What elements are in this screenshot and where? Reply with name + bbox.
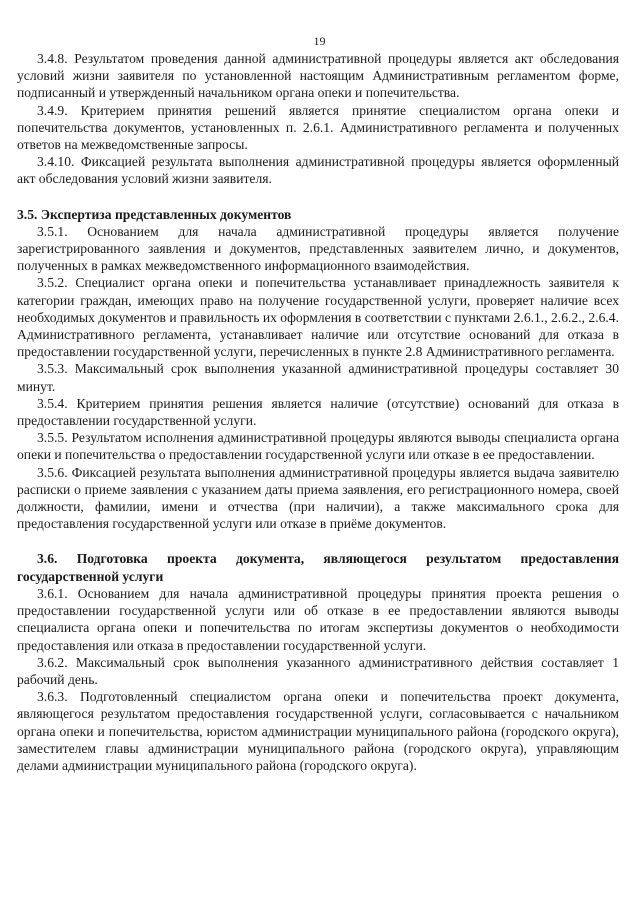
paragraph-3-4-10: 3.4.10. Фиксацией результата выполнения административной процедуры является оформленный акт обследования условий жизни заявителя. bbox=[17, 154, 619, 187]
section-gap bbox=[17, 532, 619, 550]
paragraph-3-5-4: 3.5.4. Критерием принятия решения является наличие (отсутствие) оснований для отказа в предоставлении государственной услуги. bbox=[17, 395, 619, 429]
paragraph-3-4-8: 3.4.8. Результатом проведения данной административной процедуры является акт обследования условий жизни заявителя по установленной настоящим Административным регламентом форме, подписанный и утвержденный начальником органа опеки и попечительства. bbox=[17, 51, 619, 101]
section-heading-3-6: 3.6. Подготовка проекта документа, являющегося результатом предоставления государственной услуги bbox=[17, 551, 619, 584]
paragraph-3-5-5: 3.5.5. Результатом исполнения административной процедуры являются выводы специалиста органа опеки и попечительства о предоставлении государственной услуги или отказе в ее предоставлении. bbox=[17, 430, 619, 463]
paragraph-3-5-2: 3.5.2. Специалист органа опеки и попечительства устанавливает принадлежность заявителя к категории граждан, имеющих право на получение государственной услуги, проверяет наличие всех необходимых документов и правильность их оформления в соответствии с пунктами 2.6.1., 2.6.2., 2.6.4. Административного регламента, устанавливает наличие или отсутствие оснований для отказа в предоставлении государственной услуги, перечисленных в пункте 2.8 Административного регламента. bbox=[17, 275, 619, 360]
paragraph-3-5-3: 3.5.3. Максимальный срок выполнения указанной административной процедуры составляет 30 минут. bbox=[17, 361, 619, 394]
paragraph-3-6-2: 3.6.2. Максимальный срок выполнения указанного административного действия составляет 1 рабочий день. bbox=[17, 654, 619, 687]
document-body bbox=[17, 50, 619, 774]
section-gap bbox=[17, 188, 619, 206]
page-number: 19 bbox=[313, 34, 326, 48]
section-heading-3-5: 3.5. Экспертиза представленных документов bbox=[17, 206, 292, 222]
paragraph-3-4-9: 3.4.9. Критерием принятия решений является принятие специалистом органа опеки и попечительства документов, установленных п. 2.6.1. Административного регламента и полученных ответов на межведомственные запросы. bbox=[17, 102, 619, 153]
paragraph-3-6-1: 3.6.1. Основанием для начала административной процедуры принятия проекта решения о предоставлении государственной услуги или об отказе в ее предоставлении являются выводы специалиста органа опеки и попечительства по итогам экспертизы документов о необходимости предоставления или отказа в предоставлении государственной услуги. bbox=[17, 585, 619, 653]
paragraph-3-5-1: 3.5.1. Основанием для начала административной процедуры является получение зарегистрированного заявления и документов, представленных заявителем лично, и документов, полученных в рамках межведомственного информационного взаимодействия. bbox=[17, 223, 619, 274]
paragraph-3-5-6: 3.5.6. Фиксацией результата выполнения административной процедуры является выдача заявителю расписки о приеме заявления с указанием даты приема заявления, его регистрационного номера, своей должности, фамилии, имени и отчества (при наличии), а также максимального срока для предоставления государственной услуги или отказе в приёме документов. bbox=[17, 464, 619, 532]
paragraph-3-6-3: 3.6.3. Подготовленный специалистом органа опеки и попечительства проект документа, являющегося результатом предоставления государственной услуги, согласовывается с начальником органа опеки и попечительства, юристом администрации муниципального района (городского округа), заместителем главы администрации муниципального района (городского округа), управляющим делами администрации муниципального района (городского округа). bbox=[17, 689, 619, 773]
